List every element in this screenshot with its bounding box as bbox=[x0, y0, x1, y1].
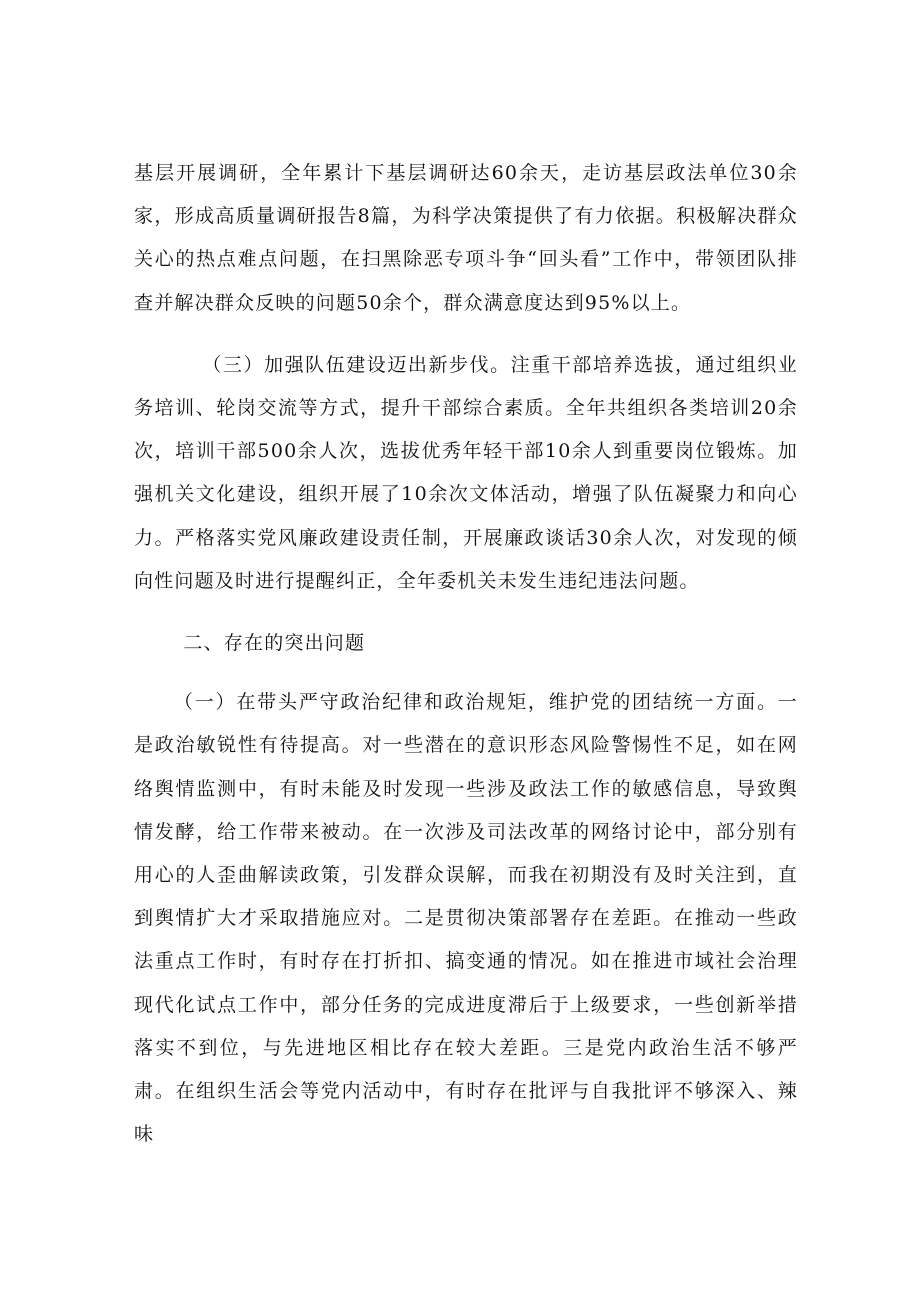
paragraph-research-results: 基层开展调研，全年累计下基层调研达60余天，走访基层政法单位30余家，形成高质量调研报告8篇，为科学决策提供了有力依据。积极解决群众关心的热点难点问题，在扫黑除恶专项斗争“回头看”工作中，带领团队排查并解决群众反映的问题50余个，群众满意度达到95%以上。 bbox=[134, 162, 798, 314]
paragraph-political-discipline: （一）在带头严守政治纪律和政治规矩，维护党的团结统一方面。一是政治敏锐性有待提高。对一些潜在的意识形态风险警惕性不足，如在网络舆情监测中，有时未能及时发现一些涉及政法工作的敏感信息，导致舆情发酵，给工作带来被动。在一次涉及司法改革的网络讨论中，部分别有用心的人歪曲解读政策，引发群众误解，而我在初期没有及时关注到，直到舆情扩大才采取措施应对。二是贯彻决策部署存在差距。在推动一些政法重点工作时，有时存在打折扣、搞变通的情况。如在推进市域社会治理现代化试点工作中，部分任务的完成进度滞后于上级要求，一些创新举措落实不到位，与先进地区相比存在较大差距。三是党内政治生活不够严肃。在组织生活会等党内活动中，有时存在批评与自我批评不够深入、辣味 bbox=[134, 691, 798, 1146]
section-heading-problems: 二、存在的突出问题 bbox=[183, 632, 366, 655]
paragraph-team-building: （三）加强队伍建设迈出新步伐。注重干部培养选拔，通过组织业务培训、轮岗交流等方式，提升干部综合素质。全年共组织各类培训20余次，培训干部500余人次，选拔优秀年轻干部10余人到重要岗位锻炼。加强机关文化建设，组织开展了10余次文体活动，增强了队伍凝聚力和向心力。严格落实党风廉政建设责任制，开展廉政谈话30余人次，对发现的倾向性问题及时进行提醒纠正，全年委机关未发生违纪违法问题。 bbox=[134, 353, 798, 592]
document-body bbox=[134, 152, 798, 1156]
